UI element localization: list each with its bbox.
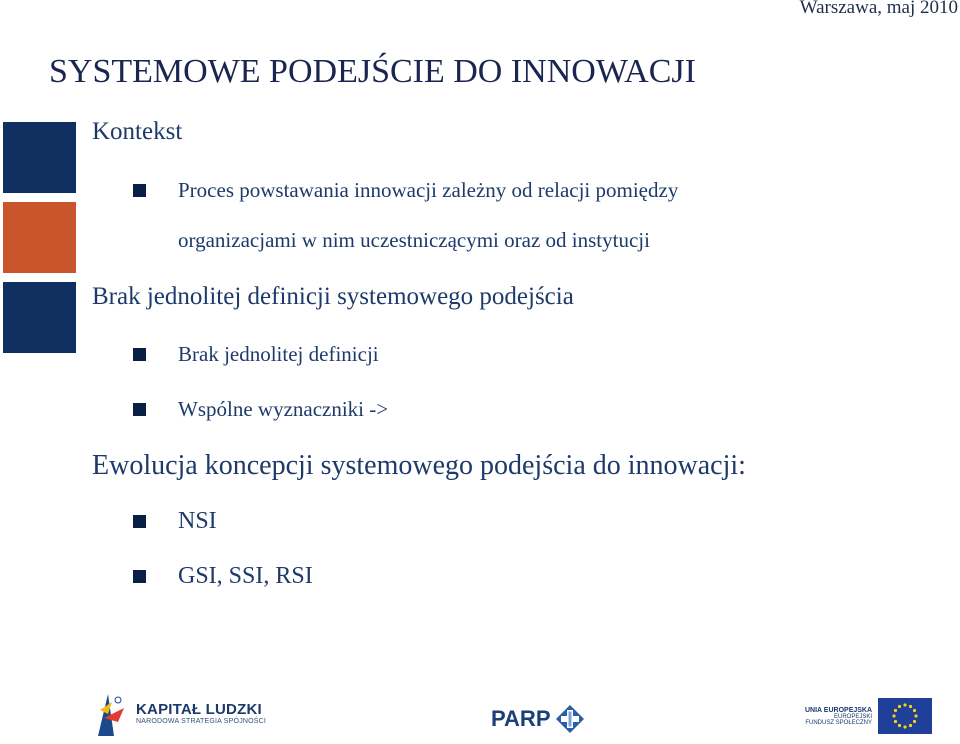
bullet-text: Brak jednolitej definicji [178, 342, 379, 366]
bullet-item [133, 342, 379, 367]
bullet-text: Proces powstawania innowacji zależny od relacji pomiędzy [178, 178, 679, 202]
square-bullet-icon [133, 403, 146, 416]
eu-logo [805, 698, 932, 734]
kapital-ludzki-logo [94, 688, 266, 738]
bullet-item [133, 563, 313, 590]
section-heading-brak-definicji: Brak jednolitej definicji systemowego podejścia [92, 283, 574, 310]
parp-logo [491, 704, 585, 734]
parp-name: PARP [491, 706, 551, 731]
square-bullet-icon [133, 184, 146, 197]
footer-logos [0, 680, 960, 744]
parp-emblem-icon [555, 704, 585, 734]
date-header: Warszawa, maj 2010 [799, 0, 958, 18]
eu-flag-icon [878, 698, 932, 734]
section-heading-ewolucja: Ewolucja koncepcji systemowego podejścia do innowacji: [92, 450, 746, 481]
square-bullet-icon [133, 515, 146, 528]
slide-title: SYSTEMOWE PODEJŚCIE DO INNOWACJI [49, 53, 696, 90]
eu-title: UNIA EUROPEJSKA [805, 706, 873, 714]
eu-subtitle-1: EUROPEJSKI [834, 713, 873, 720]
bullet-continuation-text: organizacjami w nim uczestniczącymi oraz od instytucji [178, 228, 650, 252]
decorative-block-navy-bottom [3, 282, 76, 353]
square-bullet-icon [133, 348, 146, 361]
decorative-block-orange [3, 202, 76, 273]
square-bullet-icon [133, 570, 146, 583]
section-heading-kontekst: Kontekst [92, 118, 183, 145]
bullet-text: NSI [178, 508, 217, 534]
bullet-text: Wspólne wyznaczniki -> [178, 397, 389, 421]
bullet-text: GSI, SSI, RSI [178, 563, 313, 589]
kapital-ludzki-subtitle: NARODOWA STRATEGIA SPÓJNOŚCI [136, 718, 267, 725]
bullet-item [133, 178, 678, 203]
kapital-ludzki-emblem-icon [94, 688, 128, 738]
eu-subtitle-2: FUNDUSZ SPOŁECZNY [805, 719, 873, 726]
decorative-block-navy-top [3, 122, 76, 193]
bullet-item [133, 397, 388, 422]
kapital-ludzki-title: KAPITAŁ LUDZKI [136, 701, 262, 718]
bullet-item [133, 508, 217, 535]
